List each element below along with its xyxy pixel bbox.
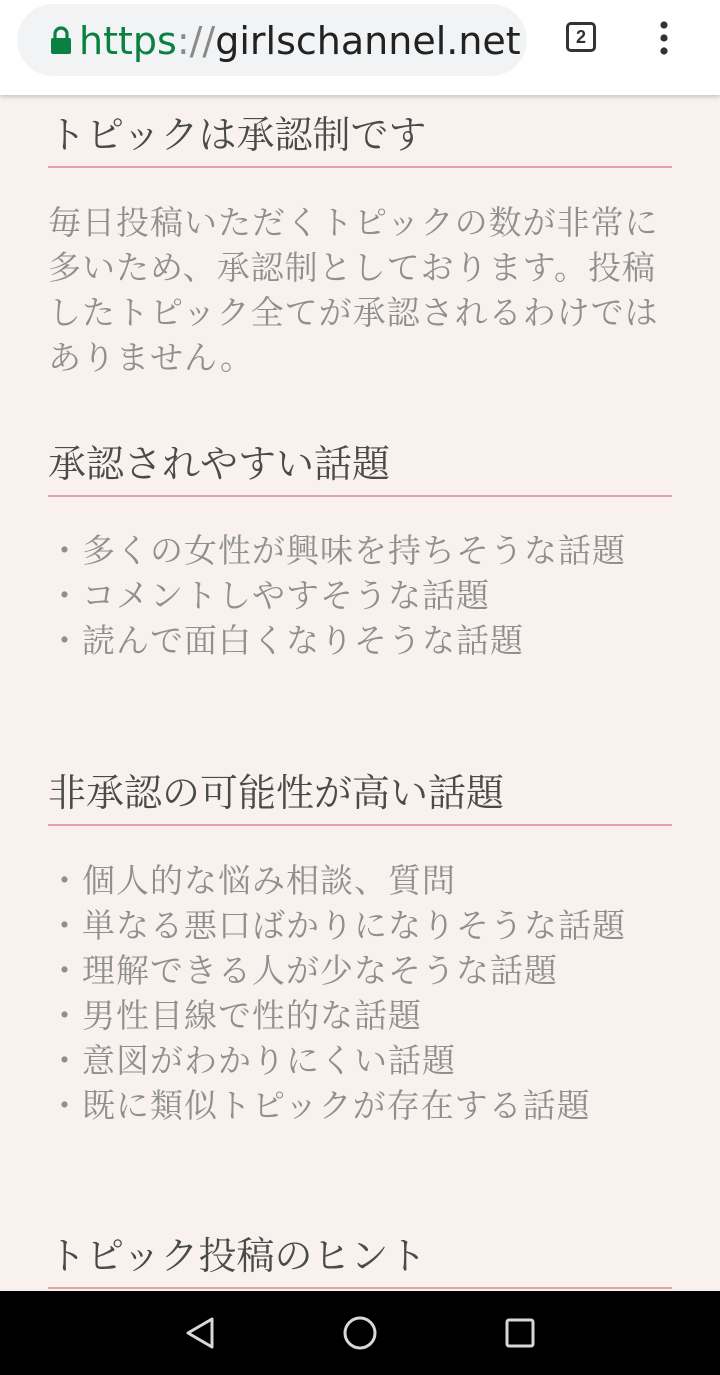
section-hints [48,1231,672,1289]
url-scheme: https [79,19,177,63]
section-heading-hints: トピック投稿のヒント [48,1231,672,1289]
list-item: ・読んで面白くなりそうな話題 [48,621,524,660]
approval-description: 毎日投稿いただくトピックの数が非常に多いため、承認制としております。投稿したトピック全てが承認されるわけではありません。 [48,203,659,377]
url-separator: :// [176,19,216,63]
url-host: girlschannel.net [215,19,521,63]
page-content [0,95,720,1291]
address-bar[interactable] [17,4,527,76]
list-item: ・意図がわかりにくい話題 [48,1041,456,1080]
list-item: ・男性目線で性的な話題 [48,996,422,1035]
home-icon[interactable] [342,1315,378,1351]
list-item: ・コメントしやすそうな話題 [48,576,490,615]
unlikely-topic-list [48,858,672,1128]
url-text[interactable] [79,16,521,66]
list-item: ・既に類似トピックが存在する話題 [48,1086,591,1125]
section-heading-approval: トピックは承認制です [48,110,672,168]
more-vert-icon[interactable] [652,20,676,56]
list-item: ・多くの女性が興味を持ちそうな話題 [48,531,626,570]
section-unlikely [48,768,672,1128]
back-icon[interactable] [182,1315,218,1351]
list-item: ・単なる悪口ばかりになりそうな話題 [48,906,626,945]
lock-icon [48,26,74,56]
browser-toolbar [0,0,720,95]
section-likely [48,439,672,663]
recents-icon[interactable] [502,1315,538,1351]
likely-topic-list [48,528,672,663]
list-item: ・理解できる人が少なそうな話題 [48,951,558,990]
list-item: ・個人的な悩み相談、質問 [48,861,456,900]
section-heading-likely: 承認されやすい話題 [48,439,672,497]
tab-switcher-button[interactable]: 2 [566,22,596,52]
section-heading-unlikely: 非承認の可能性が高い話題 [48,768,672,826]
system-navigation-bar [0,1291,720,1375]
section-approval [48,110,672,380]
